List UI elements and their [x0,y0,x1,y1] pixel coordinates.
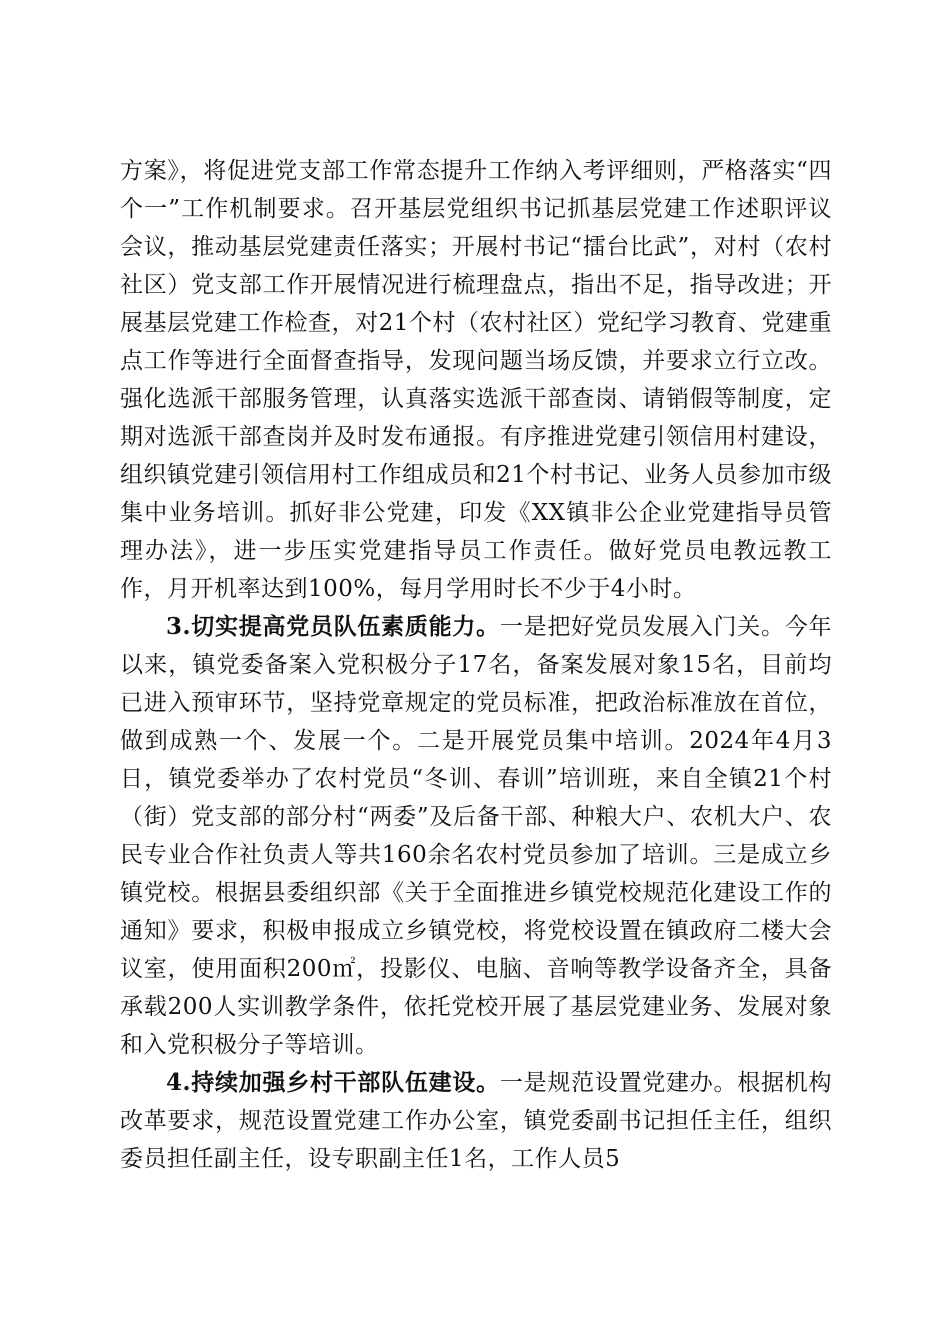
section-heading: 3.切实提高党员队伍素质能力。 [166,613,500,640]
paragraph-text: 一是把好党员发展入门关。今年以来，镇党委备案入党积极分子17名，备案发展对象15名，目前均已进入预审环节，坚持党章规定的党员标准，把政治标准放在首位，做到成熟一个、发展一个。二是开展党员集中培训。2024年4月3日，镇党委举办了农村党员“冬训、春训”培训班，来自全镇21个村（街）党支部的部分村“两委”及后备干部、种粮大户、农机大户、农民专业合作社负责人等共160余名农村党员参加了培训。三是成立乡镇党校。根据县委组织部《关于全面推进乡镇党校规范化建设工作的通知》要求，积极申报成立乡镇党校，将党校设置在镇政府二楼大会议室，使用面积200㎡，投影仪、电脑、音响等教学设备齐全，具备承载200人实训教学条件，依托党校开展了基层党建业务、发展对象和入党积极分子等培训。 [120,614,832,1058]
section-heading: 4.持续加强乡村干部队伍建设。 [166,1069,500,1096]
paragraph-continuation [120,152,832,608]
paragraph-section-3 [120,608,832,1064]
paragraph-section-4 [120,1064,832,1178]
paragraph-text: 一是规范设置党建办。根据机构改革要求，规范设置党建工作办公室，镇党委副书记担任主任，组织委员担任副主任，设专职副主任1名，工作人员5 [120,1070,832,1172]
paragraph-text: 方案》，将促进党支部工作常态提升工作纳入考评细则，严格落实“四个一”工作机制要求。召开基层党组织书记抓基层党建工作述职评议会议，推动基层党建责任落实；开展村书记“擂台比武”，对村（农村社区）党支部工作开展情况进行梳理盘点，指出不足，指导改进；开展基层党建工作检查，对21个村（农村社区）党纪学习教育、党建重点工作等进行全面督查指导，发现问题当场反馈，并要求立行立改。强化选派干部服务管理，认真落实选派干部查岗、请销假等制度，定期对选派干部查岗并及时发布通报。有序推进党建引领信用村建设，组织镇党建引领信用村工作组成员和21个村书记、业务人员参加市级集中业务培训。抓好非公党建，印发《XX镇非公企业党建指导员管理办法》，进一步压实党建指导员工作责任。做好党员电教远教工作，月开机率达到100%，每月学用时长不少于4小时。 [120,158,832,602]
document-body [120,152,832,1178]
